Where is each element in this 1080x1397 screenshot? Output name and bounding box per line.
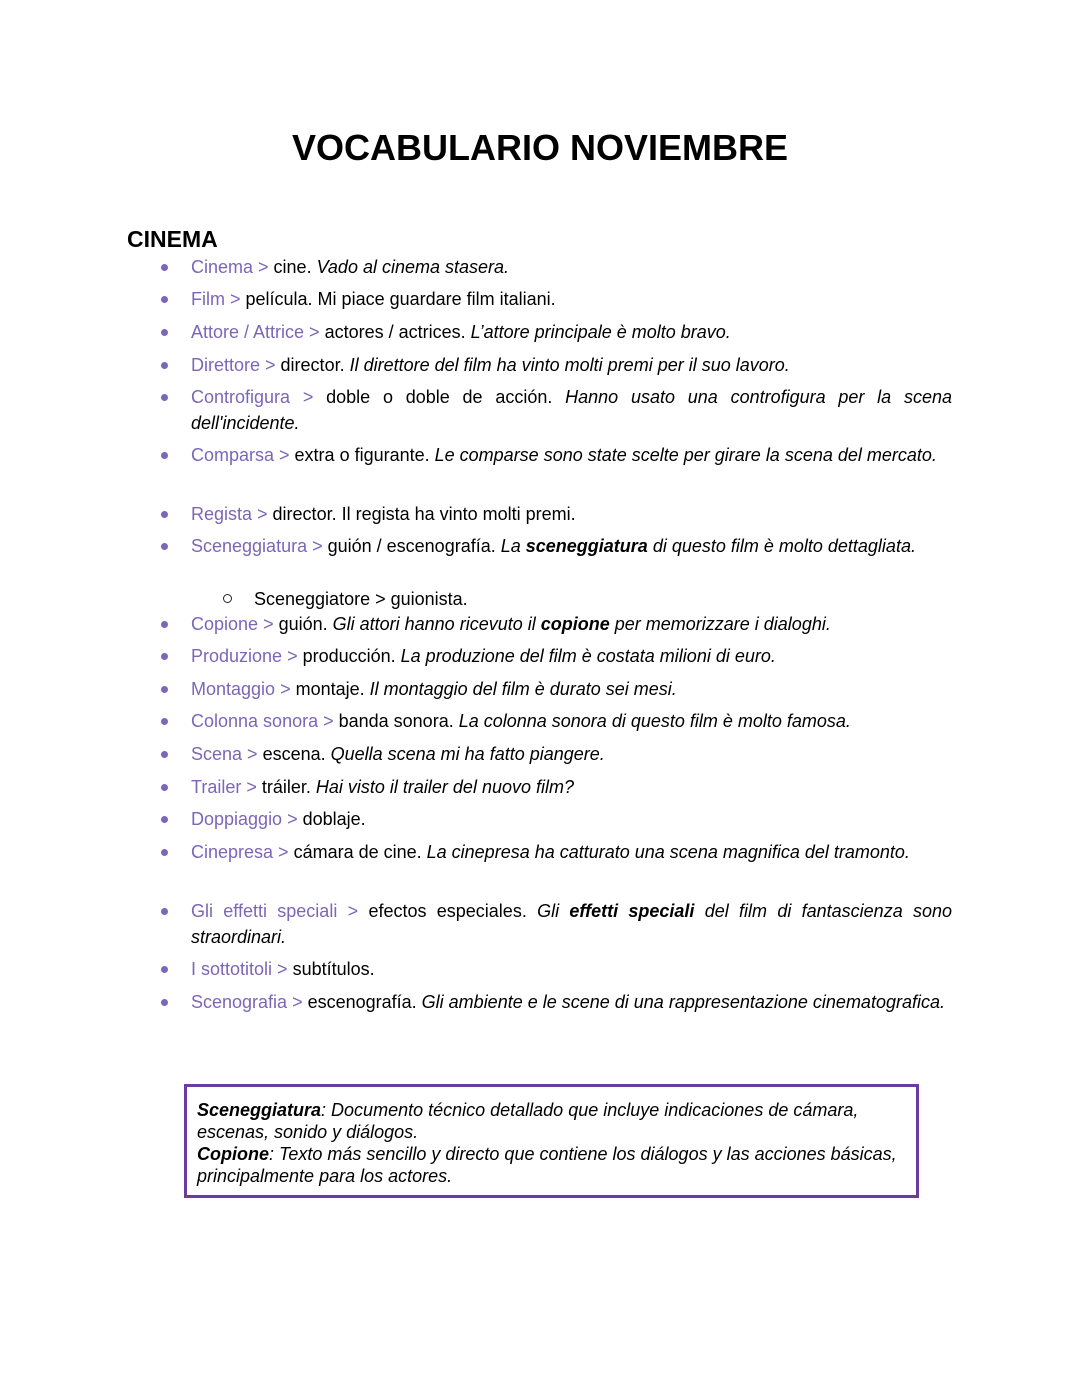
arrow-separator: >	[290, 387, 327, 407]
vocab-item	[191, 319, 952, 345]
note-term: Copione	[197, 1144, 269, 1164]
vocab-term: I sottotitoli	[191, 959, 273, 979]
vocab-term: Attore / Attrice	[191, 322, 305, 342]
vocab-item	[191, 806, 952, 832]
example-sentence: Quella scena mi ha fatto piangere.	[330, 744, 605, 764]
highlighted-word: copione	[540, 614, 610, 634]
arrow-separator: >	[253, 257, 274, 277]
definition-note-box	[184, 1084, 919, 1198]
highlighted-word: sceneggiatura	[525, 536, 648, 556]
sub-item: Sceneggiatore > guionista.	[254, 586, 468, 612]
translation: actores / actrices.	[324, 322, 471, 342]
example-sentence: Il direttore del film ha vinto molti premi per il suo lavoro.	[349, 355, 790, 375]
translation: montaje.	[295, 679, 370, 699]
note-definition: : Texto más sencillo y directo que contiene los diálogos y las acciones básicas, principalmente para los actores.	[197, 1144, 897, 1186]
vocab-item	[191, 254, 952, 280]
example-sentence: Le comparse sono state scelte per girare la scena del mercato.	[434, 445, 937, 465]
arrow-separator: >	[282, 809, 303, 829]
example-sentence: Hai visto il trailer del nuovo film?	[315, 777, 574, 797]
vocab-item	[191, 352, 952, 378]
vocab-term: Montaggio	[191, 679, 276, 699]
vocab-item	[191, 956, 952, 982]
vocab-term: Gli effetti speciali	[191, 901, 338, 921]
translation: escena.	[262, 744, 331, 764]
translation: doble o doble de acción.	[326, 387, 566, 407]
note-definition: : Documento técnico detallado que incluye indicaciones de cámara, escenas, sonido y diálogos.	[197, 1100, 859, 1142]
example-sentence: Gli effetti speciali del film di fantascienza sono straordinari.	[191, 901, 953, 947]
translation: producción.	[302, 646, 401, 666]
vocab-term: Cinepresa	[191, 842, 274, 862]
page-title: VOCABULARIO NOVIEMBRE	[291, 127, 789, 168]
vocab-item	[191, 676, 952, 702]
vocab-term: Scenografia	[191, 992, 288, 1012]
vocab-term: Colonna sonora	[191, 711, 319, 731]
arrow-separator: >	[242, 744, 263, 764]
vocab-term: Trailer	[191, 777, 242, 797]
vocab-term: Doppiaggio	[191, 809, 283, 829]
arrow-separator: >	[225, 289, 246, 309]
arrow-separator: >	[304, 322, 325, 342]
vocab-term: Comparsa	[191, 445, 275, 465]
note-copione	[197, 1143, 906, 1187]
highlighted-word: effetti speciali	[569, 901, 695, 921]
vocab-item	[191, 384, 952, 436]
example-sentence: Vado al cinema stasera.	[316, 257, 510, 277]
note-term: Sceneggiatura	[197, 1100, 322, 1120]
section-heading-cinema: CINEMA	[127, 226, 218, 252]
arrow-separator: >	[274, 445, 295, 465]
arrow-separator: >	[272, 959, 293, 979]
vocab-term: Film	[191, 289, 225, 309]
vocab-item	[191, 839, 952, 865]
vocab-term: Sceneggiatura	[191, 536, 308, 556]
translation: subtítulos.	[292, 959, 375, 979]
translation: director. Il regista ha vinto molti premi.	[272, 504, 576, 524]
translation: guión.	[278, 614, 333, 634]
arrow-separator: >	[307, 536, 328, 556]
arrow-separator: >	[337, 901, 369, 921]
arrow-separator: >	[258, 614, 279, 634]
arrow-separator: >	[252, 504, 273, 524]
arrow-separator: >	[282, 646, 303, 666]
example-sentence: La sceneggiatura di questo film è molto dettagliata.	[500, 536, 916, 556]
vocab-term: Produzione	[191, 646, 283, 666]
vocab-term: Copione	[191, 614, 259, 634]
vocab-item	[191, 611, 952, 637]
note-sceneggiatura	[197, 1099, 906, 1143]
translation: película. Mi piace guardare film italiani.	[245, 289, 556, 309]
vocab-item	[191, 643, 952, 669]
vocab-term: Scena	[191, 744, 243, 764]
example-sentence: La colonna sonora di questo film è molto famosa.	[458, 711, 851, 731]
arrow-separator: >	[287, 992, 308, 1012]
arrow-separator: >	[275, 679, 296, 699]
vocab-item	[191, 774, 952, 800]
example-sentence: Il montaggio del film è durato sei mesi.	[369, 679, 677, 699]
vocab-item	[191, 501, 952, 527]
vocab-term: Controfigura	[191, 387, 291, 407]
vocab-term: Direttore	[191, 355, 261, 375]
vocab-item	[191, 533, 952, 559]
arrow-separator: >	[260, 355, 281, 375]
arrow-separator: >	[318, 711, 339, 731]
translation: tráiler.	[261, 777, 316, 797]
translation: cine.	[273, 257, 317, 277]
vocab-item	[191, 708, 952, 734]
vocab-item	[191, 286, 952, 312]
translation: guión / escenografía.	[327, 536, 501, 556]
translation: cámara de cine.	[293, 842, 427, 862]
vocab-term: Regista	[191, 504, 253, 524]
vocab-item	[191, 741, 952, 767]
example-sentence: Hanno usato una controfigura per la scena dell'incidente.	[191, 387, 952, 433]
example-sentence: La produzione del film è costata milioni di euro.	[400, 646, 776, 666]
translation: efectos especiales.	[368, 901, 538, 921]
translation: extra o figurante.	[294, 445, 435, 465]
translation: doblaje.	[302, 809, 366, 829]
translation: banda sonora.	[338, 711, 459, 731]
example-sentence: La cinepresa ha catturato una scena magnifica del tramonto.	[426, 842, 910, 862]
arrow-separator: >	[273, 842, 294, 862]
vocab-item	[191, 442, 952, 468]
translation: director.	[280, 355, 350, 375]
example-sentence: L’attore principale è molto bravo.	[470, 322, 731, 342]
vocab-item	[191, 989, 952, 1015]
example-sentence: Gli ambiente e le scene di una rappresentazione cinematografica.	[421, 992, 945, 1012]
arrow-separator: >	[241, 777, 262, 797]
example-sentence: Gli attori hanno ricevuto il copione per memorizzare i dialoghi.	[332, 614, 831, 634]
vocab-item	[191, 898, 952, 950]
translation: escenografía.	[307, 992, 422, 1012]
vocab-term: Cinema	[191, 257, 254, 277]
